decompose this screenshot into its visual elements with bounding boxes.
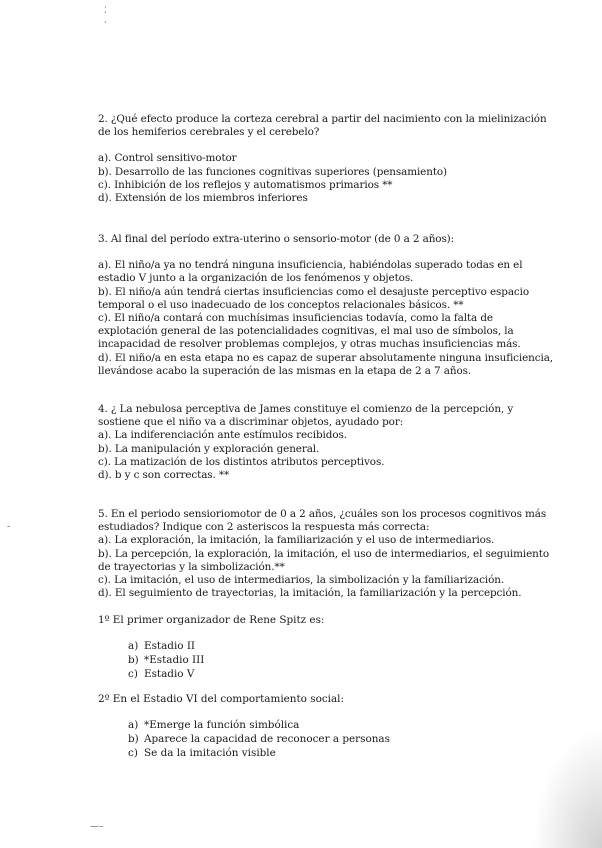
scan-mark: · [104,18,107,28]
question-3-option-a: estadio V junto a la organización de los fenómenos y objetos. [98,272,414,285]
question-3-option-a: a). El niño/a ya no tendrá ninguna insuficiencia, habiéndolas superado todas en el [98,259,523,272]
question-3-option-c: incapacidad de resolver problemas complejos, y otras muchas insuficiencias más. [98,338,521,351]
sub-question-1 [98,614,324,627]
sub-question-2-title: 2º En el Estadio VI del comportamiento social: [98,693,344,705]
question-3-option-c: explotación general de las potencialidades cognitivas, el mal uso de símbolos, la [98,325,514,338]
question-5-option-d: d). El seguimiento de trayectorias, la imitación, la familiarización y la percepción. [98,587,522,600]
question-3-line: 3. Al final del período extra-uterino o sensorio-motor (de 0 a 2 años): [98,233,455,245]
question-5-option-a: a). La exploración, la imitación, la familiarización y el uso de intermediarios. [98,534,495,547]
question-4-line: 4. ¿ La nebulosa perceptiva de James constituye el comienzo de la percepción, y [98,403,514,415]
option-letter: a) [128,640,139,652]
question-2-option-c: c). Inhibición de los reflejos y automatismos primarios ** [98,178,393,191]
sub-question-2-option [128,719,390,733]
sub-question-1-options [128,640,204,681]
question-5-option-c: c). La imitación, el uso de intermediarios, la simbolización y la familiarización. [98,574,505,587]
question-2-line: de los hemiferios cerebrales y el cerebelo? [98,126,320,139]
question-4-line: sostiene que el niño va a discriminar objetos, ayudado por: [98,416,404,429]
question-3-option-d: llevándose acabo la superación de las mismas en la etapa de 2 a 7 años. [98,364,472,377]
option-text: Estadio V [144,667,195,680]
question-3-option-c: c). El niño/a contará con muchísimas insuficiencias todavía, como la falta de [98,312,493,325]
question-3-option-b: b). El niño/a aún tendrá ciertas insuficiencias como el desajuste perceptivo espacio [98,285,530,298]
question-2-option-b: b). Desarrollo de las funciones cognitivas superiores (pensamiento) [98,165,448,178]
option-letter: c) [128,746,138,759]
question-2-option-a: a). Control sensitivo-motor [98,152,237,165]
question-4-option-a: a). La indiferenciación ante estímulos recibidos. [98,429,347,442]
question-2-option-d: d). Extensión de los miembros inferiores [98,192,308,205]
question-4-option-c: c). La matización de los distintos atributos perceptivos. [98,455,385,468]
sub-question-1-option [128,654,204,668]
question-5-option-b: de trayectorias y la simbolización.** [98,560,285,573]
question-3 [98,233,553,378]
option-letter: b) [128,653,139,666]
scan-shadow [532,728,602,848]
sub-question-2-options [128,719,390,760]
question-3-option-d: d). El niño/a en esta etapa no es capaz de superar absolutamente ninguna insuficiencia, [98,351,553,364]
question-5 [98,508,549,600]
scan-mark: —– [90,822,104,832]
sub-question-1-option [128,640,204,654]
question-4 [98,403,518,482]
option-text: Estadio II [144,640,196,652]
option-letter: a) [128,719,139,731]
option-letter: b) [128,732,139,745]
question-4-option-d: d). b y c son correctas. ** [98,469,230,482]
scan-mark: - [7,522,11,532]
sub-question-2-option [128,733,390,747]
sub-question-1-title: 1º El primer organizador de Rene Spitz es: [98,614,325,626]
option-text: Se da la imitación visible [144,746,276,759]
question-3-option-b: temporal o el uso inadecuado de los conceptos relacionales básicos. ** [98,298,464,311]
question-5-line: estudiados? Indique con 2 asteriscos la respuesta más correcta: [98,521,430,534]
question-4-option-b: b). La manipulación y exploración general. [98,442,320,455]
sub-question-2-option [128,747,390,761]
question-5-option-b: b). La percepción, la exploración, la imitación, el uso de intermediarios, el seguimiento [98,547,549,560]
scan-mark: ⁚ [104,6,107,16]
option-text: *Estadio III [144,653,205,666]
option-text: Aparece la capacidad de reconocer a personas [144,732,390,745]
sub-question-1-option [128,668,204,682]
question-2 [98,113,547,205]
question-2-line: 2. ¿Qué efecto produce la corteza cerebral a partir del nacimiento con la mielinización [98,113,547,125]
sub-question-2 [98,693,344,706]
question-5-line: 5. En el periodo sensioriomotor de 0 a 2 años, ¿cuáles son los procesos cognitivos más [98,508,547,520]
option-letter: c) [128,667,138,680]
option-text: *Emerge la función simbólica [144,719,300,731]
